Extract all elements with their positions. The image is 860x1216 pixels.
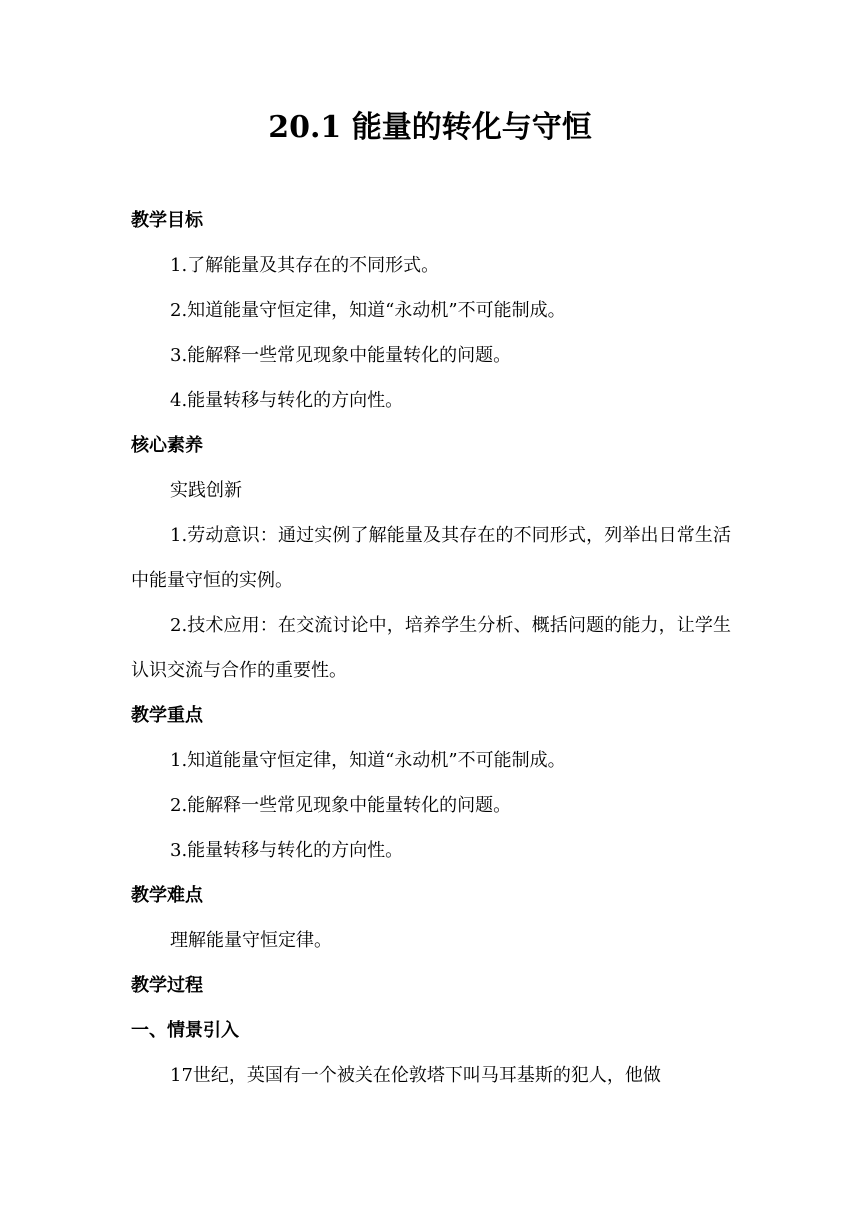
section-heading-difficulties: 教学难点 bbox=[131, 885, 203, 906]
key-point-item-2: 2.能解释一些常见现象中能量转化的问题。 bbox=[170, 795, 512, 816]
intro-paragraph-1: 17世纪，英国有一个被关在伦敦塔下叫马耳基斯的犯人，他做 bbox=[170, 1065, 661, 1086]
section-heading-literacy: 核心素养 bbox=[131, 435, 203, 456]
key-point-item-1: 1.知道能量守恒定律，知道“永动机”不可能制成。 bbox=[170, 750, 566, 771]
objective-item-4: 4.能量转移与转化的方向性。 bbox=[170, 390, 404, 411]
literacy-item-2: 2.技术应用：在交流讨论中，培养学生分析、概括问题的能力，让学生认识交流与合作的重要性。 bbox=[131, 615, 731, 681]
section-heading-intro: 一、情景引入 bbox=[131, 1020, 239, 1041]
document-body bbox=[131, 198, 731, 1098]
key-point-item-3: 3.能量转移与转化的方向性。 bbox=[170, 840, 404, 861]
difficulty-item-1: 理解能量守恒定律。 bbox=[170, 930, 332, 951]
literacy-item-1: 1.劳动意识：通过实例了解能量及其存在的不同形式，列举出日常生活中能量守恒的实例。 bbox=[131, 525, 731, 591]
section-heading-objectives: 教学目标 bbox=[131, 210, 203, 231]
document-title: 20.1 能量的转化与守恒 bbox=[268, 110, 592, 145]
section-heading-key-points: 教学重点 bbox=[131, 705, 203, 726]
literacy-item-category: 实践创新 bbox=[170, 480, 242, 501]
objective-item-1: 1.了解能量及其存在的不同形式。 bbox=[170, 255, 440, 276]
objective-item-2: 2.知道能量守恒定律，知道“永动机”不可能制成。 bbox=[170, 300, 566, 321]
section-heading-process: 教学过程 bbox=[131, 975, 203, 996]
objective-item-3: 3.能解释一些常见现象中能量转化的问题。 bbox=[170, 345, 512, 366]
